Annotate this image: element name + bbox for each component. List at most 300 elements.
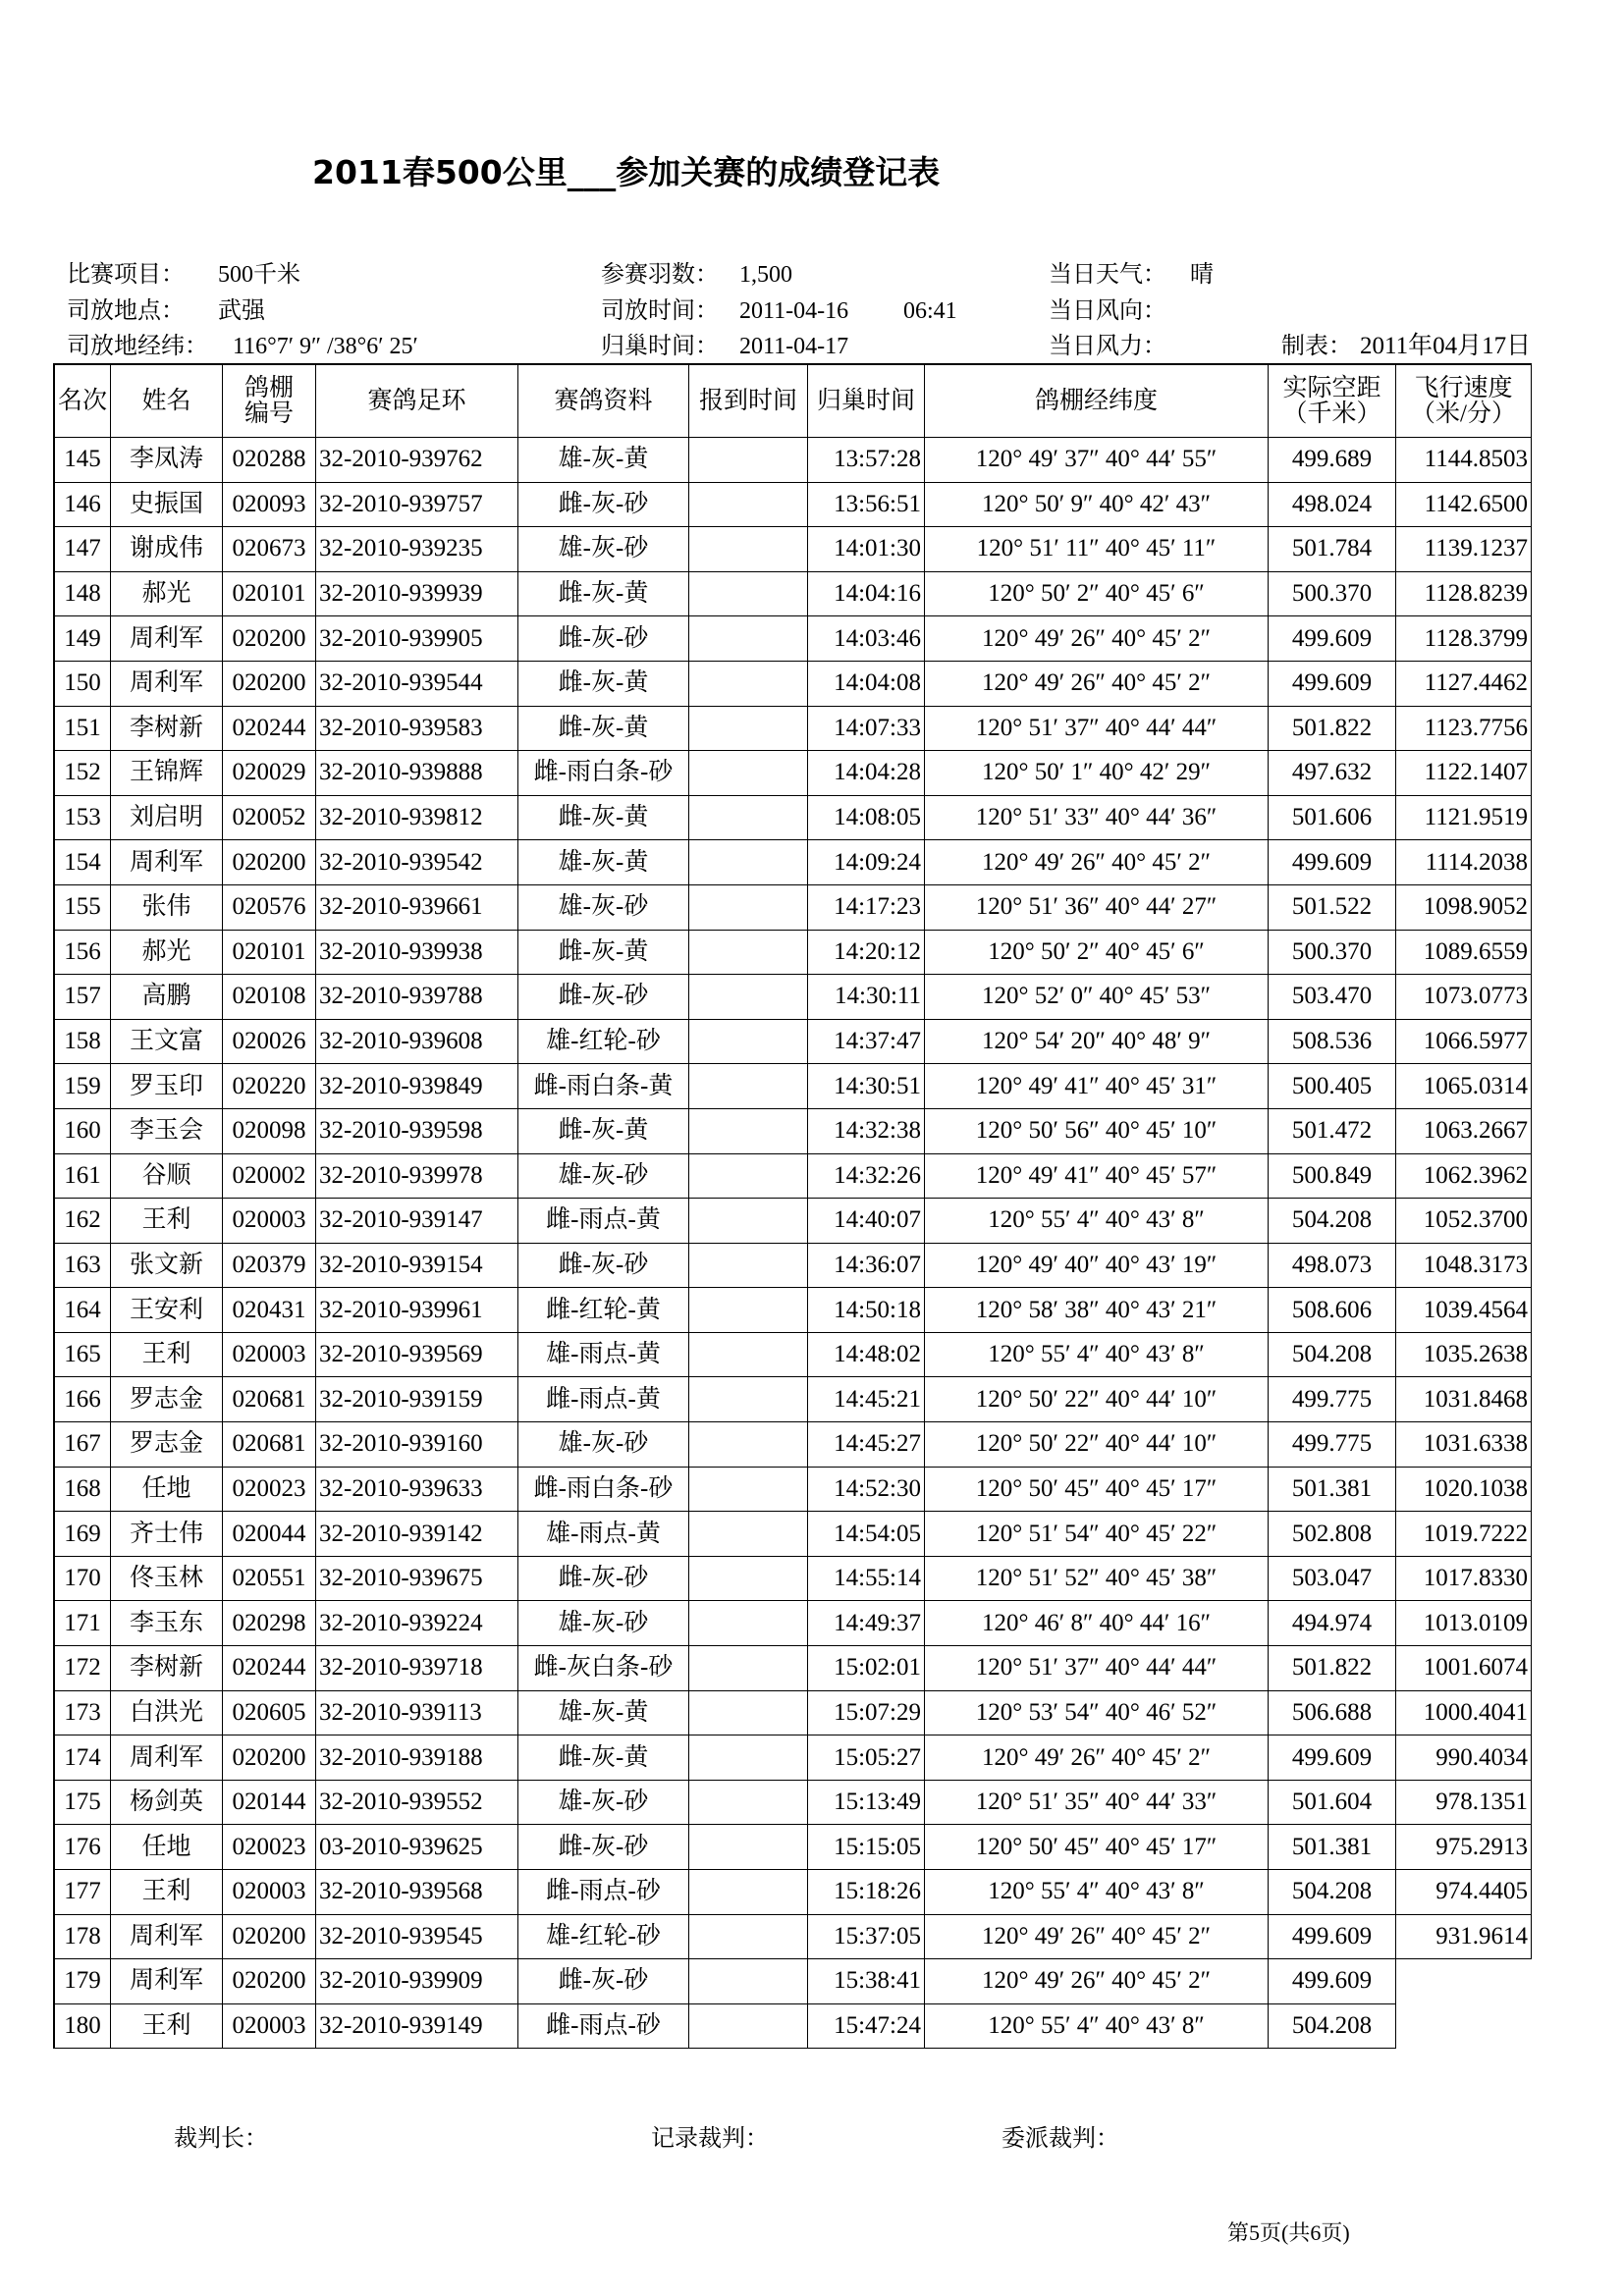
table-row	[55, 1512, 1532, 1557]
cell-arrival: 15:07:29	[808, 1691, 925, 1736]
table-row	[55, 1825, 1532, 1870]
cell-coords: 120° 52′ 0″ 40° 45′ 53″	[925, 975, 1269, 1020]
cell-rank: 170	[55, 1557, 111, 1602]
cell-name: 周利军	[111, 1915, 223, 1960]
cell-info: 雄-雨点-黄	[518, 1512, 689, 1557]
cell-loft: 020052	[223, 796, 316, 841]
table-row	[55, 1870, 1532, 1915]
cell-arrival: 14:52:30	[808, 1468, 925, 1513]
cell-name: 史振国	[111, 483, 223, 528]
cell-speed: 1144.8503	[1396, 438, 1532, 483]
cell-speed: 1114.2038	[1396, 840, 1532, 885]
cell-coords: 120° 51′ 37″ 40° 44′ 44″	[925, 1646, 1269, 1691]
cell-loft: 020220	[223, 1064, 316, 1109]
cell-distance: 499.609	[1269, 616, 1396, 662]
wind-force-label: 当日风力：	[1049, 334, 1166, 359]
cell-arrival: 14:07:33	[808, 707, 925, 752]
cell-distance: 499.609	[1269, 1959, 1396, 2004]
cell-distance: 500.370	[1269, 931, 1396, 976]
cell-rank: 172	[55, 1646, 111, 1691]
cell-report	[689, 1870, 808, 1915]
cell-distance: 501.381	[1269, 1825, 1396, 1870]
cell-info: 雌-雨点-砂	[518, 2004, 689, 2050]
cell-name: 齐士伟	[111, 1512, 223, 1557]
cell-info: 雌-雨白条-砂	[518, 751, 689, 796]
cell-distance: 499.609	[1269, 1915, 1396, 1960]
cell-name: 王安利	[111, 1288, 223, 1333]
cell-arrival: 14:50:18	[808, 1288, 925, 1333]
cell-coords: 120° 46′ 8″ 40° 44′ 16″	[925, 1601, 1269, 1646]
cell-coords: 120° 50′ 22″ 40° 44′ 10″	[925, 1422, 1269, 1468]
table-row	[55, 1377, 1532, 1422]
cell-speed: 975.2913	[1396, 1825, 1532, 1870]
release-site-value: 武强	[218, 298, 265, 324]
cell-arrival: 14:09:24	[808, 840, 925, 885]
cell-distance: 499.609	[1269, 840, 1396, 885]
cell-coords: 120° 51′ 11″ 40° 45′ 11″	[925, 527, 1269, 572]
cell-ring: 32-2010-939633	[316, 1468, 518, 1513]
header-report: 报到时间	[689, 365, 808, 438]
cell-report	[689, 975, 808, 1020]
cell-distance: 501.381	[1269, 1468, 1396, 1513]
cell-info: 雌-灰-砂	[518, 1244, 689, 1289]
cell-speed: 1065.0314	[1396, 1064, 1532, 1109]
cell-rank: 171	[55, 1601, 111, 1646]
table-row	[55, 616, 1532, 662]
cell-rank: 165	[55, 1333, 111, 1378]
cell-rank: 162	[55, 1199, 111, 1244]
cell-info: 雌-灰-黄	[518, 931, 689, 976]
results-table	[53, 363, 1532, 2049]
cell-rank: 152	[55, 751, 111, 796]
table-row	[55, 1064, 1532, 1109]
cell-ring: 32-2010-939675	[316, 1557, 518, 1602]
cell-report	[689, 1288, 808, 1333]
cell-ring: 32-2010-939568	[316, 1870, 518, 1915]
cell-report	[689, 1959, 808, 2004]
cell-name: 李凤涛	[111, 438, 223, 483]
cell-speed: 1089.6559	[1396, 931, 1532, 976]
cell-name: 王文富	[111, 1020, 223, 1065]
cell-report	[689, 1735, 808, 1781]
cell-distance: 497.632	[1269, 751, 1396, 796]
cell-rank: 148	[55, 572, 111, 617]
table-row	[55, 1154, 1532, 1200]
cell-coords: 120° 49′ 26″ 40° 45′ 2″	[925, 1959, 1269, 2004]
record-judge-label: 记录裁判：	[651, 2126, 769, 2152]
cell-ring: 32-2010-939718	[316, 1646, 518, 1691]
cell-speed: 1013.0109	[1396, 1601, 1532, 1646]
cell-report	[689, 1691, 808, 1736]
table-row	[55, 483, 1532, 528]
cell-ring: 32-2010-939544	[316, 662, 518, 707]
cell-speed: 1142.6500	[1396, 483, 1532, 528]
header-ring: 赛鸽足环	[316, 365, 518, 438]
cell-rank: 160	[55, 1109, 111, 1154]
cell-info: 雌-红轮-黄	[518, 1288, 689, 1333]
appointed-judge-label: 委派裁判：	[1001, 2126, 1119, 2152]
cell-distance: 501.784	[1269, 527, 1396, 572]
cell-loft: 020144	[223, 1781, 316, 1826]
cell-name: 郝光	[111, 931, 223, 976]
header-arrival: 归巢时间	[808, 365, 925, 438]
table-row	[55, 975, 1532, 1020]
cell-distance: 499.689	[1269, 438, 1396, 483]
cell-speed: 1122.1407	[1396, 751, 1532, 796]
release-coords-value: 116°7′ 9″ /38°6′ 25′	[233, 334, 418, 359]
table-row	[55, 1735, 1532, 1781]
page-title: 2011春500公里___参加关赛的成绩登记表	[312, 153, 941, 191]
cell-rank: 146	[55, 483, 111, 528]
cell-name: 周利军	[111, 616, 223, 662]
cell-ring: 32-2010-939598	[316, 1109, 518, 1154]
wind-direction-label: 当日风向：	[1049, 298, 1166, 324]
cell-info: 雌-灰-砂	[518, 975, 689, 1020]
table-row	[55, 1288, 1532, 1333]
cell-coords: 120° 51′ 36″ 40° 44′ 27″	[925, 885, 1269, 931]
cell-ring: 32-2010-939939	[316, 572, 518, 617]
cell-coords: 120° 49′ 40″ 40° 43′ 19″	[925, 1244, 1269, 1289]
cell-arrival: 13:56:51	[808, 483, 925, 528]
cell-report	[689, 840, 808, 885]
cell-distance: 498.024	[1269, 483, 1396, 528]
cell-loft: 020288	[223, 438, 316, 483]
cell-info: 雌-灰-黄	[518, 707, 689, 752]
cell-loft: 020431	[223, 1288, 316, 1333]
cell-loft: 020093	[223, 483, 316, 528]
table-row	[55, 1109, 1532, 1154]
cell-loft: 020244	[223, 1646, 316, 1691]
cell-rank: 151	[55, 707, 111, 752]
cell-report	[689, 1512, 808, 1557]
cell-distance: 494.974	[1269, 1601, 1396, 1646]
cell-distance: 501.472	[1269, 1109, 1396, 1154]
cell-report	[689, 1064, 808, 1109]
cell-arrival: 14:54:05	[808, 1512, 925, 1557]
table-row	[55, 1422, 1532, 1468]
cell-report	[689, 1825, 808, 1870]
cell-ring: 32-2010-939552	[316, 1781, 518, 1826]
table-row	[55, 2004, 1532, 2050]
cell-loft: 020026	[223, 1020, 316, 1065]
cell-arrival: 15:47:24	[808, 2004, 925, 2050]
cell-info: 雌-灰白条-砂	[518, 1646, 689, 1691]
cell-arrival: 14:20:12	[808, 931, 925, 976]
table-row	[55, 1915, 1532, 1960]
cell-info: 雌-雨点-黄	[518, 1199, 689, 1244]
cell-arrival: 15:02:01	[808, 1646, 925, 1691]
cell-loft: 020029	[223, 751, 316, 796]
cell-loft: 020379	[223, 1244, 316, 1289]
cell-arrival: 15:15:05	[808, 1825, 925, 1870]
cell-arrival: 14:36:07	[808, 1244, 925, 1289]
cell-ring: 32-2010-939812	[316, 796, 518, 841]
cell-coords: 120° 55′ 4″ 40° 43′ 8″	[925, 1199, 1269, 1244]
cell-arrival: 14:49:37	[808, 1601, 925, 1646]
weather-label: 当日天气：	[1049, 262, 1166, 288]
header-coords: 鸽棚经纬度	[925, 365, 1269, 438]
table-row	[55, 438, 1532, 483]
cell-arrival: 14:17:23	[808, 885, 925, 931]
cell-rank: 173	[55, 1691, 111, 1736]
cell-info: 雌-灰-黄	[518, 1109, 689, 1154]
cell-speed: 1128.3799	[1396, 616, 1532, 662]
cell-coords: 120° 50′ 9″ 40° 42′ 43″	[925, 483, 1269, 528]
cell-report	[689, 438, 808, 483]
cell-ring: 32-2010-939849	[316, 1064, 518, 1109]
cell-arrival: 13:57:28	[808, 438, 925, 483]
cell-speed: 974.4405	[1396, 1870, 1532, 1915]
table-row	[55, 1557, 1532, 1602]
cell-info: 雌-灰-黄	[518, 572, 689, 617]
cell-distance: 500.370	[1269, 572, 1396, 617]
cell-ring: 32-2010-939583	[316, 707, 518, 752]
cell-name: 罗志金	[111, 1377, 223, 1422]
cell-report	[689, 527, 808, 572]
cell-report	[689, 1422, 808, 1468]
cell-ring: 32-2010-939149	[316, 2004, 518, 2050]
cell-coords: 120° 50′ 45″ 40° 45′ 17″	[925, 1825, 1269, 1870]
cell-distance: 501.822	[1269, 1646, 1396, 1691]
header-info: 赛鸽资料	[518, 365, 689, 438]
cell-name: 罗志金	[111, 1422, 223, 1468]
cell-loft: 020605	[223, 1691, 316, 1736]
table-header-row	[55, 365, 1532, 438]
cell-coords: 120° 49′ 37″ 40° 44′ 55″	[925, 438, 1269, 483]
header-speed: 飞行速度 （米/分）	[1396, 365, 1532, 438]
cell-name: 周利军	[111, 662, 223, 707]
cell-report	[689, 1154, 808, 1200]
cell-distance: 499.775	[1269, 1422, 1396, 1468]
cell-distance: 500.405	[1269, 1064, 1396, 1109]
cell-name: 周利军	[111, 1959, 223, 2004]
cell-rank: 176	[55, 1825, 111, 1870]
cell-distance: 500.849	[1269, 1154, 1396, 1200]
cell-distance: 503.047	[1269, 1557, 1396, 1602]
cell-name: 王利	[111, 1199, 223, 1244]
cell-loft: 020108	[223, 975, 316, 1020]
cell-rank: 147	[55, 527, 111, 572]
cell-report	[689, 1109, 808, 1154]
cell-speed	[1396, 2004, 1532, 2050]
cell-arrival: 14:04:28	[808, 751, 925, 796]
cell-name: 李树新	[111, 1646, 223, 1691]
cell-loft: 020200	[223, 616, 316, 662]
table-row	[55, 751, 1532, 796]
cell-info: 雌-雨白条-黄	[518, 1064, 689, 1109]
cell-report	[689, 1781, 808, 1826]
cell-coords: 120° 55′ 4″ 40° 43′ 8″	[925, 2004, 1269, 2050]
cell-report	[689, 1020, 808, 1065]
table-row	[55, 1468, 1532, 1513]
release-time-label: 司放时间：	[601, 298, 719, 324]
cell-arrival: 14:37:47	[808, 1020, 925, 1065]
cell-report	[689, 931, 808, 976]
cell-info: 雌-雨白条-砂	[518, 1468, 689, 1513]
cell-report	[689, 662, 808, 707]
cell-loft: 020200	[223, 1959, 316, 2004]
cell-speed: 931.9614	[1396, 1915, 1532, 1960]
cell-speed: 1098.9052	[1396, 885, 1532, 931]
cell-ring: 32-2010-939978	[316, 1154, 518, 1200]
cell-loft: 020101	[223, 572, 316, 617]
cell-ring: 03-2010-939625	[316, 1825, 518, 1870]
cell-info: 雄-灰-砂	[518, 1422, 689, 1468]
cell-arrival: 14:04:08	[808, 662, 925, 707]
table-row	[55, 1199, 1532, 1244]
release-coords-label: 司放地经纬：	[67, 334, 208, 359]
cell-coords: 120° 55′ 4″ 40° 43′ 8″	[925, 1870, 1269, 1915]
cell-ring: 32-2010-939224	[316, 1601, 518, 1646]
cell-coords: 120° 49′ 26″ 40° 45′ 2″	[925, 616, 1269, 662]
cell-ring: 32-2010-939961	[316, 1288, 518, 1333]
return-date-value: 2011-04-17	[739, 334, 849, 359]
cell-ring: 32-2010-939569	[316, 1333, 518, 1378]
table-row	[55, 796, 1532, 841]
cell-distance: 499.609	[1269, 662, 1396, 707]
cell-distance: 503.470	[1269, 975, 1396, 1020]
birds-value: 1,500	[739, 262, 792, 288]
cell-arrival: 15:38:41	[808, 1959, 925, 2004]
cell-ring: 32-2010-939159	[316, 1377, 518, 1422]
cell-arrival: 14:45:21	[808, 1377, 925, 1422]
cell-coords: 120° 49′ 41″ 40° 45′ 31″	[925, 1064, 1269, 1109]
cell-info: 雌-灰-黄	[518, 796, 689, 841]
cell-distance: 498.073	[1269, 1244, 1396, 1289]
cell-info: 雌-灰-砂	[518, 1825, 689, 1870]
cell-loft: 020044	[223, 1512, 316, 1557]
cell-speed: 1048.3173	[1396, 1244, 1532, 1289]
cell-rank: 153	[55, 796, 111, 841]
cell-coords: 120° 54′ 20″ 40° 48′ 9″	[925, 1020, 1269, 1065]
cell-arrival: 14:03:46	[808, 616, 925, 662]
cell-info: 雌-灰-黄	[518, 662, 689, 707]
cell-arrival: 14:30:11	[808, 975, 925, 1020]
cell-ring: 32-2010-939188	[316, 1735, 518, 1781]
cell-loft: 020023	[223, 1825, 316, 1870]
cell-speed: 1066.5977	[1396, 1020, 1532, 1065]
cell-report	[689, 2004, 808, 2050]
cell-arrival: 15:37:05	[808, 1915, 925, 1960]
cell-info: 雌-灰-黄	[518, 1735, 689, 1781]
cell-report	[689, 1646, 808, 1691]
cell-distance: 499.609	[1269, 1735, 1396, 1781]
cell-ring: 32-2010-939147	[316, 1199, 518, 1244]
cell-report	[689, 1199, 808, 1244]
cell-coords: 120° 49′ 26″ 40° 45′ 2″	[925, 1735, 1269, 1781]
cell-rank: 169	[55, 1512, 111, 1557]
cell-loft: 020681	[223, 1422, 316, 1468]
cell-info: 雌-灰-砂	[518, 1959, 689, 2004]
release-date-value: 2011-04-16	[739, 298, 849, 324]
table-body	[55, 438, 1532, 2049]
cell-coords: 120° 49′ 26″ 40° 45′ 2″	[925, 662, 1269, 707]
cell-coords: 120° 55′ 4″ 40° 43′ 8″	[925, 1333, 1269, 1378]
header-name: 姓名	[111, 365, 223, 438]
table-row	[55, 662, 1532, 707]
cell-speed: 1062.3962	[1396, 1154, 1532, 1200]
cell-loft: 020200	[223, 840, 316, 885]
cell-name: 任地	[111, 1825, 223, 1870]
cell-speed: 990.4034	[1396, 1735, 1532, 1781]
cell-loft: 020673	[223, 527, 316, 572]
cell-report	[689, 751, 808, 796]
cell-coords: 120° 58′ 38″ 40° 43′ 21″	[925, 1288, 1269, 1333]
cell-info: 雄-灰-黄	[518, 1691, 689, 1736]
cell-name: 王利	[111, 1870, 223, 1915]
cell-coords: 120° 49′ 41″ 40° 45′ 57″	[925, 1154, 1269, 1200]
cell-loft: 020003	[223, 1333, 316, 1378]
cell-coords: 120° 51′ 33″ 40° 44′ 36″	[925, 796, 1269, 841]
cell-loft: 020098	[223, 1109, 316, 1154]
cell-loft: 020003	[223, 1199, 316, 1244]
made-label: 制表：	[1281, 334, 1352, 359]
cell-info: 雌-灰-砂	[518, 616, 689, 662]
cell-speed: 1017.8330	[1396, 1557, 1532, 1602]
cell-arrival: 14:48:02	[808, 1333, 925, 1378]
table-row	[55, 840, 1532, 885]
cell-loft: 020003	[223, 1870, 316, 1915]
cell-coords: 120° 49′ 26″ 40° 45′ 2″	[925, 840, 1269, 885]
cell-report	[689, 1915, 808, 1960]
cell-name: 谢成伟	[111, 527, 223, 572]
cell-info: 雄-灰-砂	[518, 1601, 689, 1646]
table-row	[55, 931, 1532, 976]
cell-name: 刘启明	[111, 796, 223, 841]
cell-speed: 1139.1237	[1396, 527, 1532, 572]
cell-name: 罗玉印	[111, 1064, 223, 1109]
cell-rank: 177	[55, 1870, 111, 1915]
cell-name: 张伟	[111, 885, 223, 931]
cell-loft: 020023	[223, 1468, 316, 1513]
cell-name: 王锦辉	[111, 751, 223, 796]
cell-rank: 155	[55, 885, 111, 931]
cell-report	[689, 796, 808, 841]
event-label: 比赛项目：	[67, 262, 185, 288]
cell-report	[689, 707, 808, 752]
cell-ring: 32-2010-939113	[316, 1691, 518, 1736]
cell-ring: 32-2010-939788	[316, 975, 518, 1020]
cell-ring: 32-2010-939154	[316, 1244, 518, 1289]
cell-loft: 020101	[223, 931, 316, 976]
cell-info: 雄-红轮-砂	[518, 1915, 689, 1960]
weather-value: 晴	[1190, 262, 1214, 288]
cell-ring: 32-2010-939888	[316, 751, 518, 796]
return-time-label: 归巢时间：	[601, 334, 719, 359]
cell-name: 郝光	[111, 572, 223, 617]
cell-info: 雄-红轮-砂	[518, 1020, 689, 1065]
table-row	[55, 1691, 1532, 1736]
cell-rank: 175	[55, 1781, 111, 1826]
cell-speed: 1052.3700	[1396, 1199, 1532, 1244]
cell-info: 雌-雨点-砂	[518, 1870, 689, 1915]
cell-rank: 167	[55, 1422, 111, 1468]
made-date-value: 2011年04月17日	[1360, 333, 1532, 359]
table-row	[55, 885, 1532, 931]
cell-report	[689, 616, 808, 662]
table-row	[55, 1333, 1532, 1378]
table-row	[55, 1959, 1532, 2004]
chief-judge-label: 裁判长：	[174, 2126, 268, 2152]
cell-speed: 1127.4462	[1396, 662, 1532, 707]
cell-distance: 501.822	[1269, 707, 1396, 752]
cell-coords: 120° 51′ 37″ 40° 44′ 44″	[925, 707, 1269, 752]
cell-rank: 159	[55, 1064, 111, 1109]
table-row	[55, 707, 1532, 752]
cell-arrival: 14:08:05	[808, 796, 925, 841]
cell-speed: 1020.1038	[1396, 1468, 1532, 1513]
cell-name: 杨剑英	[111, 1781, 223, 1826]
